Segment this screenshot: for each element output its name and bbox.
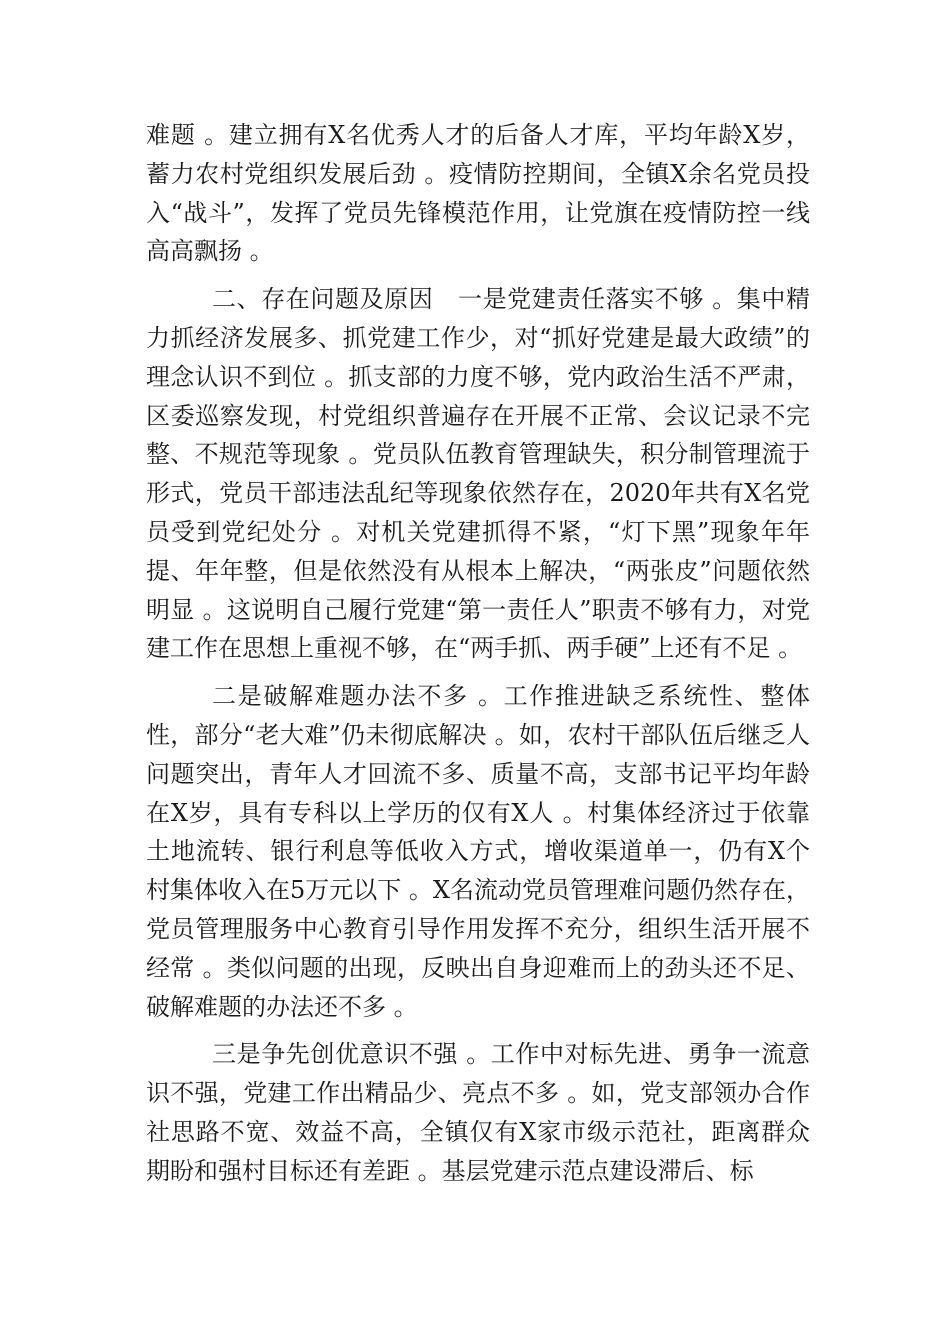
paragraph-1: 难题 。建立拥有X名优秀人才的后备人才库，平均年龄X岁，蓄力农村党组织发展后劲 。疫情防控期间，全镇X余名党员投入“战斗”，发挥了党员先锋模范作用，让党旗在疫情防控一线高高飘扬 。 [146, 121, 810, 266]
document-body [146, 116, 810, 1191]
paragraph-2: 二、存在问题及原因 一是党建责任落实不够 。集中精力抓经济发展多、抓党建工作少，对“抓好党建是最大政绩”的理念认识不到位 。抓支部的力度不够，党内政治生活不严肃，区委巡察发现，村党组织普遍存在开展不正常、会议记录不完整、不规范等现象 。党员队伍教育管理缺失，积分制管理流于形式，党员干部违法乱纪等现象依然存在，2020年共有X名党员受到党纪处分 。对机关党建抓得不紧，“灯下黑”现象年年提、年年整，但是依然没有从根本上解决，“两张皮”问题依然明显 。这说明自己履行党建“第一责任人”职责不够有力，对党建工作在思想上重视不够，在“两手抓、两手硬”上还有不足 。 [146, 285, 810, 663]
paragraph-4: 三是争先创优意识不强 。工作中对标先进、勇争一流意识不强，党建工作出精品少、亮点不多 。如，党支部领办合作社思路不宽、效益不高，全镇仅有X家市级示范社，距离群众期盼和强村目标还有差距 。基层党建示范点建设滞后、标 [146, 1040, 810, 1185]
paragraph-3: 二是破解难题办法不多 。工作推进缺乏系统性、整体性，部分“老大难”仍未彻底解决 。如，农村干部队伍后继乏人问题突出，青年人才回流不多、质量不高，支部书记平均年龄在X岁，具有专科以上学历的仅有X人 。村集体经济过于依靠土地流转、银行利息等低收入方式，增收渠道单一，仍有X个村集体收入在5万元以下 。X名流动党员管理难问题仍然存在，党员管理服务中心教育引导作用发挥不充分，组织生活开展不经常 。类似问题的出现，反映出自身迎难而上的劲头还不足、破解难题的办法还不多 。 [146, 682, 810, 1021]
